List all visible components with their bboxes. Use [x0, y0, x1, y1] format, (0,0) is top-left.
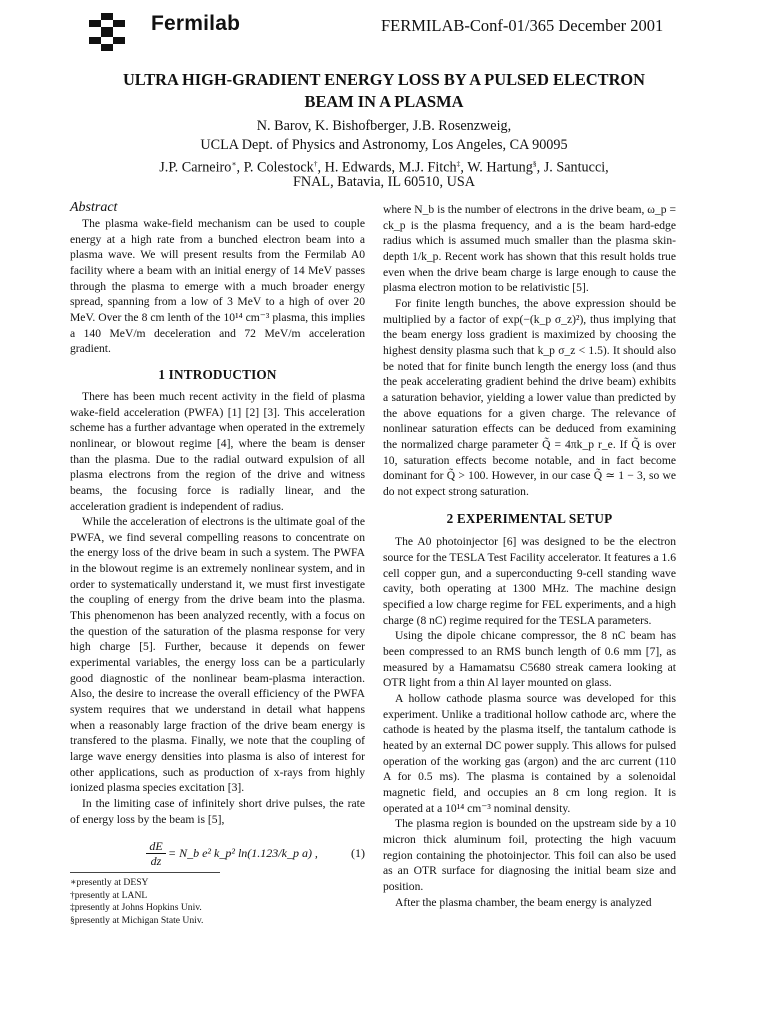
footnote-mark-lanl: † — [313, 159, 318, 168]
author-fitch: , H. Edwards, M.J. Fitch — [317, 159, 457, 176]
author-carneiro: J.P. Carneiro — [159, 159, 232, 176]
intro-paragraph-2: While the acceleration of electrons is the ultimate goal of the PWFA, we find several compelling reasons to concentrate on the energy loss of the drive beam in such a system. The PWFA in the blowout regime is an extremely nonlinear system, and in order to systematically understand it, we must first investigate the coupling of energy from the drive beam into the plasma. This phenomenon has been analyzed recently, with a focus on the question of the saturation of the plasma response for very high charge [5]. Further, because it depends on fewer experimental variables, the energy loss can be a particularly good diagnostic of the nonlinear beam-plasma interaction. Also, the desire to increase the overall efficiency of the PWFA system requires that we understand in detail what happens when a reasonably large fraction of the drive beam energy is transfered to the plasma. Finally, we note that the coupling of large wave energy densities into plasma is also of interest for other applications, such as production of x-rays from highly ionized plasma species excitation [3]. — [70, 515, 365, 795]
footnote-desy: ∗presently at DESY — [70, 877, 149, 888]
abstract-text: The plasma wake-field mechanism can be used to couple energy at a high rate from a bunched electron beam into a plasma wave. We will present results from the Fermilab A0 facility where a beam with an initial energy of 14 MeV passes through the plasma to emerge with a much broader energy spread, spanning from a low of 3 MeV to a high of over 20 MeV. Over the 8 cm lenth of the 10¹⁴ cm⁻³ plasma, this implies a 140 MeV/m deceleration and 72 MeV/m acceleration gradient. — [70, 217, 365, 356]
right-paragraph-1: where N_b is the number of electrons in the drive beam, ω_p = ck_p is the plasma frequency, and a is the beam hard-edge radius which is assumed much smaller than the plasma skin-depth 1/k_p. Recent work has shown that this result holds true even when the drive beam charge is large enough to cause the plasma electron motion to be relativistic [5]. — [383, 203, 676, 295]
footnote-mark-desy: ∗ — [231, 159, 237, 168]
eq-rhs: = N_b e² k_p² ln(1.123/k_p a) , — [168, 846, 318, 861]
footnotes — [70, 877, 365, 927]
paper-title-line-1: ULTRA HIGH-GRADIENT ENERGY LOSS BY A PULSED ELECTRON — [122, 70, 646, 89]
setup-paragraph-3: A hollow cathode plasma source was developed for this experiment. Unlike a traditional hollow cathode arc, where the cathode is heated by the plasma itself, the tantalum cathode is heated by an external DC power supply. This allows for pulsed operation of the working gas (argon) and the arc current (110 A for 0.5 ms). The plasma is contained by a solenoidal magnetic field, and occupies an 8 cm long region. It is operated at a 10¹⁴ cm⁻³ nominal density. — [383, 692, 676, 815]
fermilab-logo — [88, 12, 126, 52]
setup-paragraph-4: The plasma region is bounded on the upstream side by a 10 micron thick aluminum foil, protecting the high vacuum region containing the photoinjector. This foil can also be used as an OTR surface for diagnosing the initial beam size and position. — [383, 817, 676, 893]
intro-paragraph-1: There has been much recent activity in the field of plasma wake-field acceleration (PWFA) [1] [2] [3]. This acceleration scheme has a further advantage when operated in the extremely nonlinear, or blowout regime [4], where the beam is denser than the plasma. Due to the radial outward expulsion of all plasma electrons from the region of the drive and witness beams, the focusing force is radially linear, and the acceleration gradient is independent of radius. — [70, 389, 365, 513]
paper-title-line-2: BEAM IN A PLASMA — [304, 92, 464, 111]
author-colestock: , P. Colestock — [236, 159, 314, 176]
setup-paragraph-1: The A0 photoinjector [6] was designed to be the electron source for the TESLA Test Facility accelerator. It features a 1.6 cell copper gun, and a superconducting 9-cell standing wave cavity, both operating at 1300 MHz. The machine design specified a low charge regime for FEL experiments, and a high charge (8 nC) regime required for the TESLA parameters. — [383, 535, 677, 627]
eq-number: (1) — [351, 846, 365, 861]
section-1-heading: 1 INTRODUCTION — [158, 366, 277, 382]
footnote-mark-jhu: ‡ — [456, 159, 461, 168]
author-santucci: , J. Santucci, — [536, 159, 609, 176]
footnote-mark-msu: § — [532, 159, 537, 168]
eq-denominator: dz — [150, 854, 162, 869]
report-id: FERMILAB-Conf-01/365 December 2001 — [381, 16, 664, 35]
lab-name: Fermilab — [151, 12, 241, 35]
footnote-msu: §presently at Michigan State Univ. — [70, 914, 204, 926]
intro-paragraph-3: In the limiting case of infinitely short drive pulses, the rate of energy loss by the beam is [5], — [70, 796, 365, 826]
author-hartung: , W. Hartung — [460, 159, 533, 176]
setup-paragraph-2: Using the dipole chicane compressor, the 8 nC beam has been compressed to an RMS bunch length of 0.6 mm [7], as measured by a Hamamatsu C5680 streak camera looking at OTR light from a thin Al layer mounted on glass. — [383, 629, 676, 690]
right-paragraph-2: For finite length bunches, the above expression should be multiplied by a factor of exp(−(k_p σ_z)²), thus implying that the beam energy loss gradient is maximized by choosing the highest density plasma such that k_p σ_z < 1.5). It should also be noted that for finite bunch length the energy loss (and thus the peak accelerating gradient behind the drive beam) exhibits a saturation behavior, yielding a lower value than predicted by the above equations for a given charge. The relevance of nonlinear saturation effects can be deduced from examining the normalized charge parameter Q̃ = 4πk_p r_e. If Q̃ is over 10, saturation effects become notable, and in fact become dominant for Q̃ > 100. However, in our case Q̃ ≃ 1 − 3, so we do not expect strong saturation. — [383, 296, 676, 498]
eq-numerator: dE — [146, 839, 166, 854]
abstract-heading: Abstract — [70, 200, 118, 215]
footnote-lanl: †presently at LANL — [70, 889, 148, 901]
footnote-jhu: ‡presently at Johns Hopkins Univ. — [70, 902, 202, 914]
footnote-rule — [70, 872, 220, 873]
affiliation-1: UCLA Dept. of Physics and Astronomy, Los Angeles, CA 90095 — [200, 137, 568, 153]
right-column — [383, 202, 676, 910]
left-column — [70, 200, 365, 877]
setup-paragraph-5: After the plasma chamber, the beam energy is analyzed — [395, 895, 652, 909]
author-group-1: N. Barov, K. Bishofberger, J.B. Rosenzweig, — [256, 118, 512, 134]
equation-1 — [70, 833, 365, 877]
section-2-heading: 2 EXPERIMENTAL SETUP — [446, 511, 613, 527]
affiliation-2: FNAL, Batavia, IL 60510, USA — [293, 174, 475, 190]
